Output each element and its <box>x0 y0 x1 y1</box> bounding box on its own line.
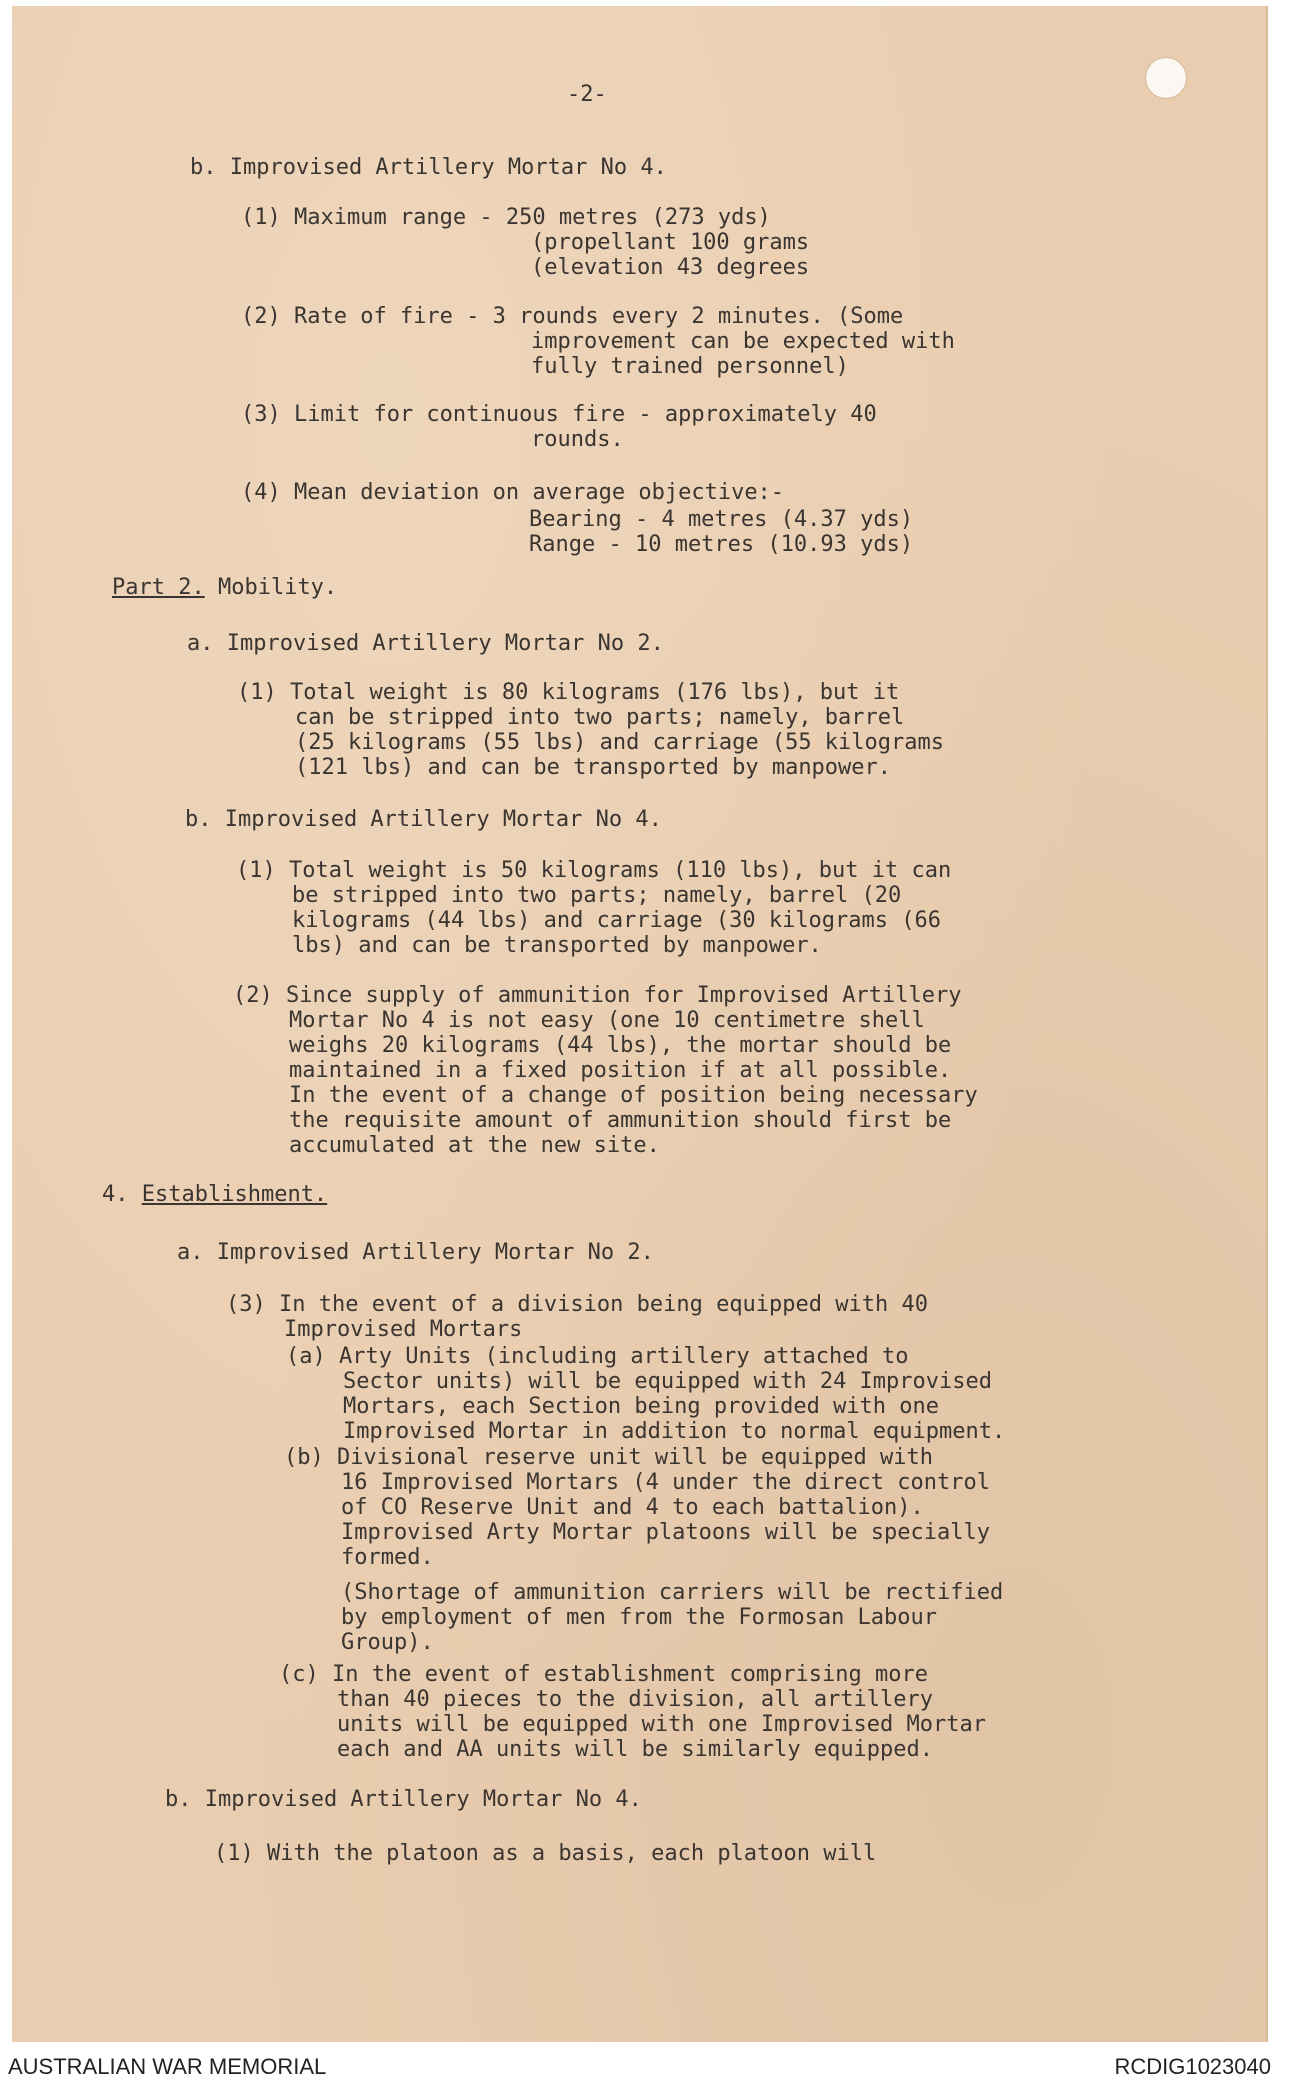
punch-hole <box>1145 57 1187 99</box>
part1-item4-line2: Bearing - 4 metres (4.37 yds) <box>529 507 914 532</box>
section4-sub-c-line4: each and AA units will be similarly equipped. <box>337 1737 934 1762</box>
section4-heading <box>102 1183 327 1207</box>
section4-sub-b-note-line1: (Shortage of ammunition carriers will be rectified <box>341 1580 1004 1605</box>
section4-b-heading: b. Improvised Artillery Mortar No 4. <box>165 1787 642 1812</box>
part2-b-item2-line3: weighs 20 kilograms (44 lbs), the mortar should be <box>289 1033 952 1058</box>
part2-a-item-line1: (1) Total weight is 80 kilograms (176 lbs), but it <box>237 680 900 705</box>
part2-a-item-line2: can be stripped into two parts; namely, barrel <box>295 705 905 730</box>
part2-a-item-line3: (25 kilograms (55 lbs) and carriage (55 kilograms <box>295 730 945 755</box>
section4-sub-a-line4: Improvised Mortar in addition to normal equipment. <box>343 1419 1006 1444</box>
section4-b-item1: (1) With the platoon as a basis, each platoon will <box>214 1841 877 1866</box>
footer-left: AUSTRALIAN WAR MEMORIAL <box>8 2054 327 2079</box>
part2-b-item2-line2: Mortar No 4 is not easy (one 10 centimetre shell <box>289 1008 925 1033</box>
section4-sub-b-note-line2: by employment of men from the Formosan Labour <box>341 1605 938 1630</box>
part1-item1-line1: (1) Maximum range - 250 metres (273 yds) <box>241 205 771 230</box>
section4-sub-b-note-line3: Group). <box>341 1630 434 1655</box>
part2-b-item1-line4: lbs) and can be transported by manpower. <box>292 933 822 958</box>
section4-item3-line2: Improvised Mortars <box>284 1317 523 1342</box>
part2-b-item1-line2: be stripped into two parts; namely, barrel (20 <box>292 883 902 908</box>
part2-b-item2-line1: (2) Since supply of ammunition for Improvised Artillery <box>233 983 962 1008</box>
part1-b-heading: b. Improvised Artillery Mortar No 4. <box>190 155 667 180</box>
part1-item1-line2: (propellant 100 grams <box>531 230 810 255</box>
part2-b-heading: b. Improvised Artillery Mortar No 4. <box>185 807 662 832</box>
part2-title: Mobility. <box>217 575 338 600</box>
section4-number: 4. <box>102 1182 129 1207</box>
part1-item4-line1: (4) Mean deviation on average objective:- <box>241 480 785 505</box>
section4-sub-a-line1: (a) Arty Units (including artillery attached to <box>286 1344 909 1369</box>
part2-a-item-line4: (121 lbs) and can be transported by manpower. <box>295 755 892 780</box>
footer-right: RCDIG1023040 <box>1114 2054 1271 2079</box>
section4-a-heading: a. Improvised Artillery Mortar No 2. <box>177 1240 654 1265</box>
part2-label: Part 2. <box>112 575 205 600</box>
page-number: -2- <box>567 82 607 107</box>
part2-a-heading: a. Improvised Artillery Mortar No 2. <box>187 631 664 656</box>
part1-item2-line1: (2) Rate of fire - 3 rounds every 2 minutes. (Some <box>241 304 904 329</box>
part1-item3-line2: rounds. <box>531 427 624 452</box>
part2-b-item2-line6: the requisite amount of ammunition should first be <box>289 1108 952 1133</box>
section4-sub-b-line4: Improvised Arty Mortar platoons will be specially <box>341 1520 991 1545</box>
section4-sub-a-line2: Sector units) will be equipped with 24 Improvised <box>343 1369 993 1394</box>
part2-b-item2-line4: maintained in a fixed position if at all possible. <box>289 1058 952 1083</box>
part2-b-item1-line3: kilograms (44 lbs) and carriage (30 kilograms (66 <box>292 908 942 933</box>
section4-sub-c-line1: (c) In the event of establishment comprising more <box>279 1662 929 1687</box>
part2-b-item1-line1: (1) Total weight is 50 kilograms (110 lbs), but it can <box>236 858 952 883</box>
section4-sub-a-line3: Mortars, each Section being provided with one <box>343 1394 940 1419</box>
section4-sub-c-line3: units will be equipped with one Improvised Mortar <box>337 1712 987 1737</box>
part2-heading <box>112 576 337 600</box>
section4-sub-b-line5: formed. <box>341 1545 434 1570</box>
section4-sub-b-line2: 16 Improvised Mortars (4 under the direct control <box>341 1470 991 1495</box>
part1-item4-line3: Range - 10 metres (10.93 yds) <box>529 532 914 557</box>
archive-footer <box>0 2048 1297 2082</box>
part1-item2-line3: fully trained personnel) <box>531 354 849 379</box>
section4-sub-b-line3: of CO Reserve Unit and 4 to each battalion). <box>341 1495 924 1520</box>
part1-item1-line3: (elevation 43 degrees <box>531 255 810 280</box>
part1-item3-line1: (3) Limit for continuous fire - approximately 40 <box>241 402 877 427</box>
section4-title: Establishment. <box>141 1182 328 1207</box>
section4-item3-line1: (3) In the event of a division being equipped with 40 <box>226 1292 928 1317</box>
part2-b-item2-line5: In the event of a change of position being necessary <box>289 1083 978 1108</box>
section4-sub-c-line2: than 40 pieces to the division, all artillery <box>337 1687 934 1712</box>
section4-sub-b-line1: (b) Divisional reserve unit will be equipped with <box>284 1445 934 1470</box>
part1-item2-line2: improvement can be expected with <box>531 329 955 354</box>
part2-b-item2-line7: accumulated at the new site. <box>289 1133 660 1158</box>
